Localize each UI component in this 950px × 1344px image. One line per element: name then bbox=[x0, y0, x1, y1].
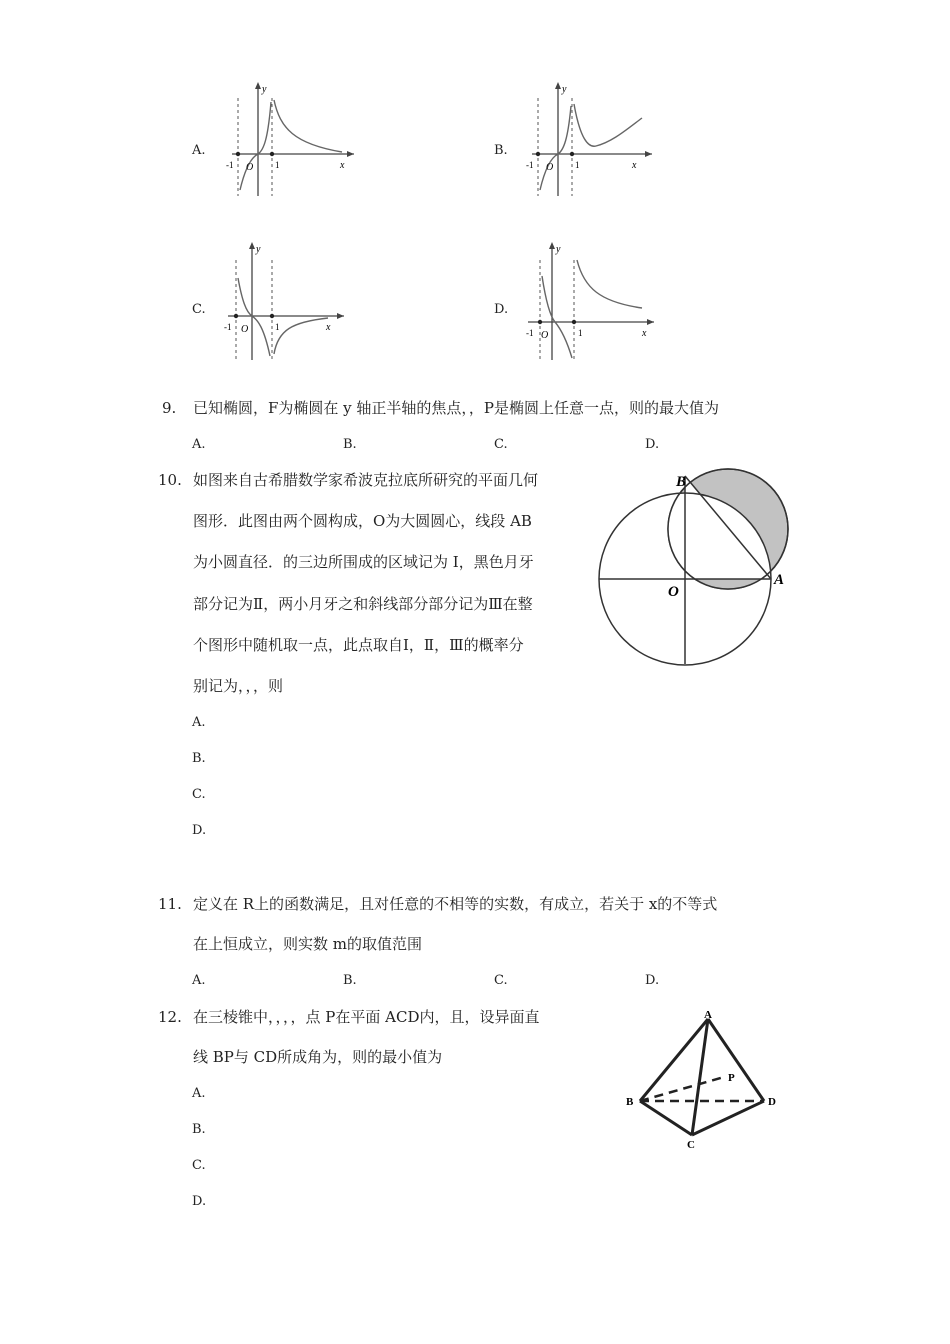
q11-option-b[interactable]: B. bbox=[343, 973, 357, 988]
q10-label-a: A bbox=[774, 572, 785, 588]
q12-label-b: B bbox=[626, 1096, 634, 1108]
q10-line-3: 为小圆直径．的三边所围成的区域记为 I，黑色月牙 bbox=[193, 553, 534, 571]
q10-line-2: 图形．此图由两个圆构成，O为大圆圆心，线段 AB bbox=[193, 512, 532, 530]
q8-graph-c bbox=[222, 238, 352, 364]
graph-c-neg1-label: -1 bbox=[224, 322, 232, 332]
graph-d-y-label: y bbox=[556, 244, 561, 255]
q12-label-p: P bbox=[728, 1072, 735, 1084]
q9-option-c[interactable]: C. bbox=[494, 437, 508, 452]
q12-figure bbox=[620, 1005, 790, 1155]
q8-option-c-label[interactable]: C. bbox=[192, 302, 206, 317]
q9-option-a[interactable]: A. bbox=[192, 437, 206, 452]
graph-c-one-label: 1 bbox=[275, 322, 280, 332]
graph-d-origin-label: O bbox=[541, 330, 549, 341]
q9-number: 9. bbox=[162, 399, 177, 417]
q10-label-o: O bbox=[668, 584, 679, 600]
graph-b-neg1-label: -1 bbox=[526, 160, 534, 170]
q12-label-c: C bbox=[687, 1139, 695, 1151]
q8-option-a-label[interactable]: A. bbox=[192, 143, 206, 158]
graph-a-neg1-label: -1 bbox=[226, 160, 234, 170]
graph-d-one-label: 1 bbox=[578, 328, 583, 338]
q10-line-6: 别记为，，，则 bbox=[193, 677, 284, 695]
q10-figure bbox=[594, 468, 794, 668]
q9-option-d[interactable]: D. bbox=[645, 437, 660, 452]
q11-line-2: 在上恒成立，则实数 m的取值范围 bbox=[193, 935, 422, 953]
q10-number: 10. bbox=[158, 471, 182, 489]
q12-label-a: A bbox=[704, 1009, 712, 1021]
q12-line-2: 线 BP与 CD所成角为，则的最小值为 bbox=[193, 1048, 443, 1066]
q9-option-b[interactable]: B. bbox=[343, 437, 357, 452]
q10-option-b[interactable]: B. bbox=[192, 751, 206, 766]
q12-label-d: D bbox=[768, 1096, 776, 1108]
q12-line-1: 在三棱锥中，，，，点 P在平面 ACD内，且，设异面直 bbox=[193, 1008, 540, 1026]
q10-label-b: B bbox=[676, 474, 687, 490]
q8-option-b-label[interactable]: B. bbox=[494, 143, 508, 158]
q12-number: 12. bbox=[158, 1008, 182, 1026]
q8-graph-a bbox=[222, 78, 362, 200]
q10-option-c[interactable]: C. bbox=[192, 787, 206, 802]
graph-c-origin-label: O bbox=[241, 324, 249, 335]
q10-line-1: 如图来自古希腊数学家希波克拉底所研究的平面几何 bbox=[193, 471, 539, 489]
graph-b-origin-label: O bbox=[546, 162, 554, 173]
graph-c-x-label: x bbox=[326, 322, 331, 333]
graph-c-y-label: y bbox=[256, 244, 261, 255]
graph-a-one-label: 1 bbox=[275, 160, 280, 170]
q10-option-d[interactable]: D. bbox=[192, 823, 207, 838]
q11-number: 11. bbox=[158, 895, 182, 913]
q12-option-b[interactable]: B. bbox=[192, 1122, 206, 1137]
q12-option-d[interactable]: D. bbox=[192, 1194, 207, 1209]
graph-a-x-label: x bbox=[340, 160, 345, 171]
q12-option-a[interactable]: A. bbox=[192, 1086, 206, 1101]
graph-b-one-label: 1 bbox=[575, 160, 580, 170]
q12-option-c[interactable]: C. bbox=[192, 1158, 206, 1173]
q8-graph-b bbox=[522, 78, 662, 200]
graph-a-origin-label: O bbox=[246, 162, 254, 173]
graph-a-y-label: y bbox=[262, 84, 267, 95]
graph-b-y-label: y bbox=[562, 84, 567, 95]
graph-d-neg1-label: -1 bbox=[526, 328, 534, 338]
q8-graph-d bbox=[522, 238, 662, 364]
q11-line-1: 定义在 R上的函数满足，且对任意的不相等的实数，有成立，若关于 x的不等式 bbox=[193, 895, 718, 913]
q10-line-5: 个图形中随机取一点，此点取自Ⅰ，Ⅱ，Ⅲ的概率分 bbox=[193, 636, 524, 654]
q8-option-d-label[interactable]: D. bbox=[494, 302, 509, 317]
q11-option-c[interactable]: C. bbox=[494, 973, 508, 988]
q11-option-a[interactable]: A. bbox=[192, 973, 206, 988]
q10-option-a[interactable]: A. bbox=[192, 715, 206, 730]
graph-d-x-label: x bbox=[642, 328, 647, 339]
q9-text: 已知椭圆，F为椭圆在 y 轴正半轴的焦点，，P是椭圆上任意一点，则的最大值为 bbox=[193, 399, 720, 417]
q11-option-d[interactable]: D. bbox=[645, 973, 660, 988]
q10-line-4: 部分记为Ⅱ，两小月牙之和斜线部分部分记为Ⅲ在整 bbox=[193, 595, 533, 613]
graph-b-x-label: x bbox=[632, 160, 637, 171]
